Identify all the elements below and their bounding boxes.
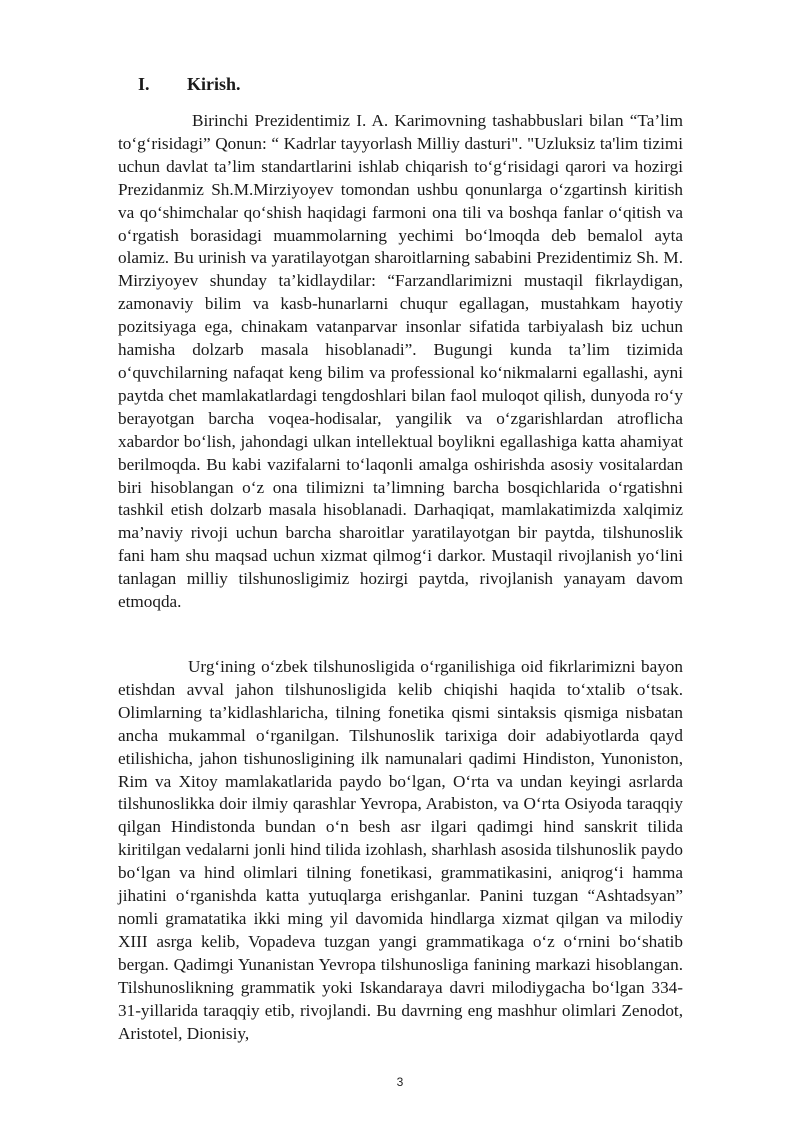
section-heading [138, 74, 241, 95]
page-number: 3 [396, 1075, 404, 1089]
paragraph-stress-history: Urg‘ining o‘zbek tilshunosligida o‘rganilishiga oid fikrlarimizni bayon etishdan avval jahon tilshunosligida kelib chiqishi haqida to‘xtalib o‘tsak. Olimlarning ta’kidlashlaricha, tilning fonetika qismi sintaksis qismiga nisbatan ancha mukammal o‘rganilgan. Tilshunoslik tarixiga doir adabiyotlarda qayd etilishicha, jahon tishunosligining ilk namunalari qadimi Hindiston, Yunoniston, Rim va Xitoy mamlakatlarida paydo bo‘lgan, O‘rta va undan keyingi asrlarda tilshunoslikka doir ilmiy qarashlar Yevropa, Arabiston, va O‘rta Osiyoda taraqqiy qilgan Hindistonda bundan o‘n besh asr ilgari qadimgi hind sanskrit tilida kiritilgan vedalarni jonli hind tilida izohlash, sharhlash asosida tilshunoslik paydo bo‘lgan va hind olimlari tilning fonetikasi, grammatikasini, aniqrog‘i hamma jihatini o‘rganishda katta yutuqlarga erishganlar. Panini tuzgan “Ashtadsyan” nomli gramatatika ikki ming yil davomida hindlarga xizmat qilgan va milodiy XIII asrga kelib, Vopadeva tuzgan yangi grammatikaga o‘z o‘rnini bo‘shatib bergan. Qadimgi Yunanistan Yevropa tilshunosliga fanining markazi hisoblangan. Tilshunoslikning grammatik yoki Iskandaraya davri milodiygacha bo‘lgan 334-31-yillarida taraqqiy etib, rivojlandi. Bu davrning eng mashhur olimlari Zenodot, Aristotel, Dionisiy, [118, 657, 683, 1043]
section-number: I. [138, 74, 150, 94]
paragraph-introduction: Birinchi Prezidentimiz I. A. Karimovning tashabbuslari bilan “Ta’lim to‘g‘risidagi” Qonun: “ Kadrlar tayyorlash Milliy dasturi". "Uzluksiz ta'lim tizimi uchun davlat ta’lim standartlarini ishlab chiqarish to‘g‘risidagi qarori va hozirgi Prezidanmiz Sh.M.Mirziyoyev tomondan ushbu qonunlarga o‘zgartinsh kiritish va qo‘shimchalar qo‘shish haqidagi farmoni ona tili va boshqa fanlar o‘qitish va o‘rgatish borasidagi muammolarning yechimi bo‘lmoqda deb bemalol ayta olamiz. Bu urinish va yaratilayotgan sharoitlarning sababini Prezidentimiz Sh. M. Mirziyoyev shunday ta’kidlaydilar: “Farzandlarimizni mustaqil fikrlaydigan, zamonaviy bilim va kasb-hunarlarni chuqur egallagan, mustahkam hayotiy pozitsiyaga ega, chinakam vatanparvar insonlar sifatida tarbiyalash biz uchun hamisha dolzarb masala hisoblanadi”. Bugungi kunda ta’lim tizimida o‘quvchilarning nafaqat keng bilim va professional ko‘nikmalarni egallashi, ayni paytda chet mamlakatlardagi tengdoshlari bilan faol muloqot qilish, dunyoda ro‘y berayotgan barcha voqea-hodisalar, yangilik va o‘zgarishlardan atroflicha xabardor bo‘lish, jahondagi ulkan intellektual boylikni egallashiga katta ahamiyat berilmoqda. Bu kabi vazifalarni to‘laqonli amalga oshirishda asosiy vositalardan biri hisoblangan o‘z ona tilimizni ta’limning barcha bosqichlarida o‘rgatishni tashkil etish dolzarb masala hisoblanadi. Darhaqiqat, mamlakatimizda xalqimiz ma’naviy rivoji uchun barcha sharoitlar yaratilayotgan bir paytda, tilshunoslik fani ham shu maqsad uchun xizmat qilmog‘i darkor. Mustaqil rivojlanish yo‘lini tanlagan milliy tilshunosligimiz hozirgi paytda, rivojlanish yanayam davom etmoqda. [118, 111, 683, 612]
section-title: Kirish. [187, 74, 241, 94]
